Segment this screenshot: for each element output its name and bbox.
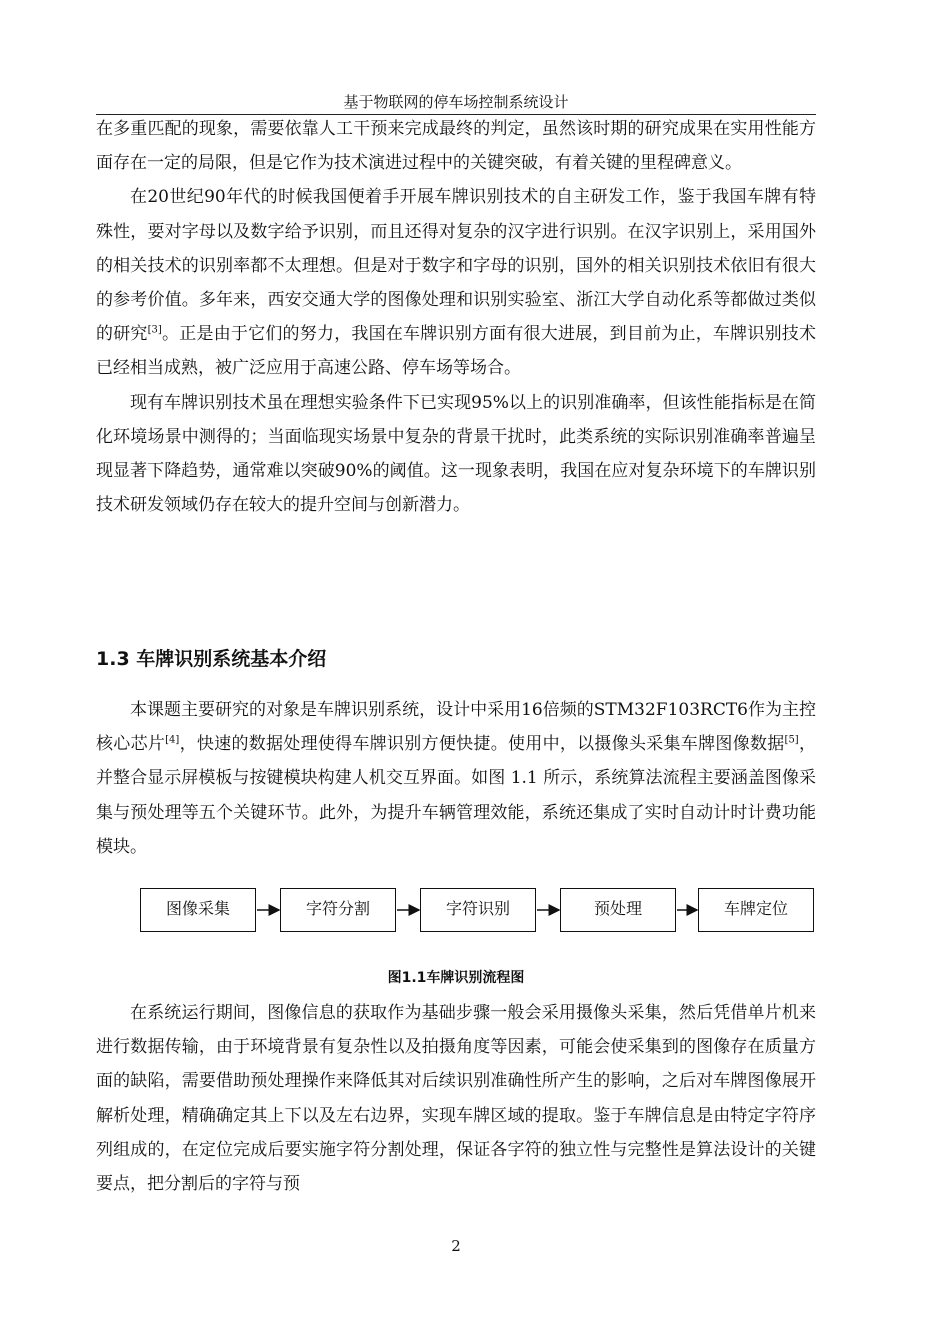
intro-text-block [96, 693, 816, 864]
page-number: 2 [451, 1237, 461, 1255]
intro-text-3: ，并整合显示屏模板与按键模块构建人机交互界面。如图 1.1 所示，系统算法流程主要涵盖图像采集与预处理等五个关键环节。此外，为提升车辆管理效能，系统还集成了实时自动计时计费功能模块。 [96, 734, 817, 857]
paragraph-history-text: 在20世纪90年代的时候我国便着手开展车牌识别技术的自主研发工作，鉴于我国车牌有特殊性，要对字母以及数字给予识别，而且还得对复杂的汉字进行识别。在汉字识别上，采用国外的相关技术的识别率都不太理想。但是对于数字和字母的识别，国外的相关识别技术依旧有很大的参考价值。多年来，西安交通大学的图像处理和识别实验室、浙江大学自动化系等都做过类似的研究 [96, 187, 816, 345]
flow-step-character-segmentation: 字符分割 [280, 888, 396, 932]
flow-step-image-capture: 图像采集 [140, 888, 256, 932]
intro-text-2: ，快速的数据处理使得车牌识别方便快捷。使用中，以摄像头采集车牌图像数据 [179, 734, 785, 755]
paragraph-intro [96, 693, 816, 864]
flow-step-character-recognition: 字符识别 [420, 888, 536, 932]
paragraph-accuracy: 现有车牌识别技术虽在理想实验条件下已实现95%以上的识别准确率，但该性能指标是在简化环境场景中测得的；当面临现实场景中复杂的背景干扰时，此类系统的实际识别准确率普遍呈现显著下降趋势，通常难以突破90%的阈值。这一现象表明，我国在应对复杂环境下的车牌识别技术研发领域仍存在较大的提升空间与创新潜力。 [96, 392, 816, 516]
paragraph-history [96, 180, 816, 385]
paragraph-continuation: 在多重匹配的现象，需要依靠人工干预来完成最终的判定，虽然该时期的研究成果在实用性能方面存在一定的局限，但是它作为技术演进过程中的关键突破，有着关键的里程碑意义。 [96, 119, 816, 174]
intro-text-1: 本课题主要研究的对象是车牌识别系统，设计中采用16倍频的STM32F103RCT6作为主控核心芯片 [96, 700, 816, 755]
citation-4: [4] [165, 734, 180, 746]
flow-step-plate-localization: 车牌定位 [698, 888, 814, 932]
bottom-text-block [96, 996, 816, 1201]
section-heading: 1.3 车牌识别系统基本介绍 [96, 648, 327, 670]
paragraph-process: 在系统运行期间，图像信息的获取作为基础步骤一般会采用摄像头采集，然后凭借单片机来进行数据传输，由于环境背景有复杂性以及拍摄角度等因素，可能会使采集到的图像存在质量方面的缺陷，需要借助预处理操作来降低其对后续识别准确性所产生的影响，之后对车牌图像展开解析处理，精确确定其上下以及左右边界，实现车牌区域的提取。鉴于车牌信息是由特定字符序列组成的，在定位完成后要实施字符分割处理，保证各字符的独立性与完整性是算法设计的关键要点，把分割后的字符与预 [96, 1003, 816, 1195]
flow-step-preprocessing: 预处理 [560, 888, 676, 932]
figure-caption: 图1.1车牌识别流程图 [387, 970, 525, 986]
paragraph-history-text-2: 。正是由于它们的努力，我国在车牌识别方面有很大进展，到目前为止，车牌识别技术已经相当成熟，被广泛应用于高速公路、停车场等场合。 [96, 324, 817, 379]
page-header: 基于物联网的停车场控制系统设计 [343, 93, 569, 111]
top-text-block [96, 112, 816, 522]
citation-5: [5] [784, 734, 799, 746]
citation-3: [3] [147, 324, 162, 336]
